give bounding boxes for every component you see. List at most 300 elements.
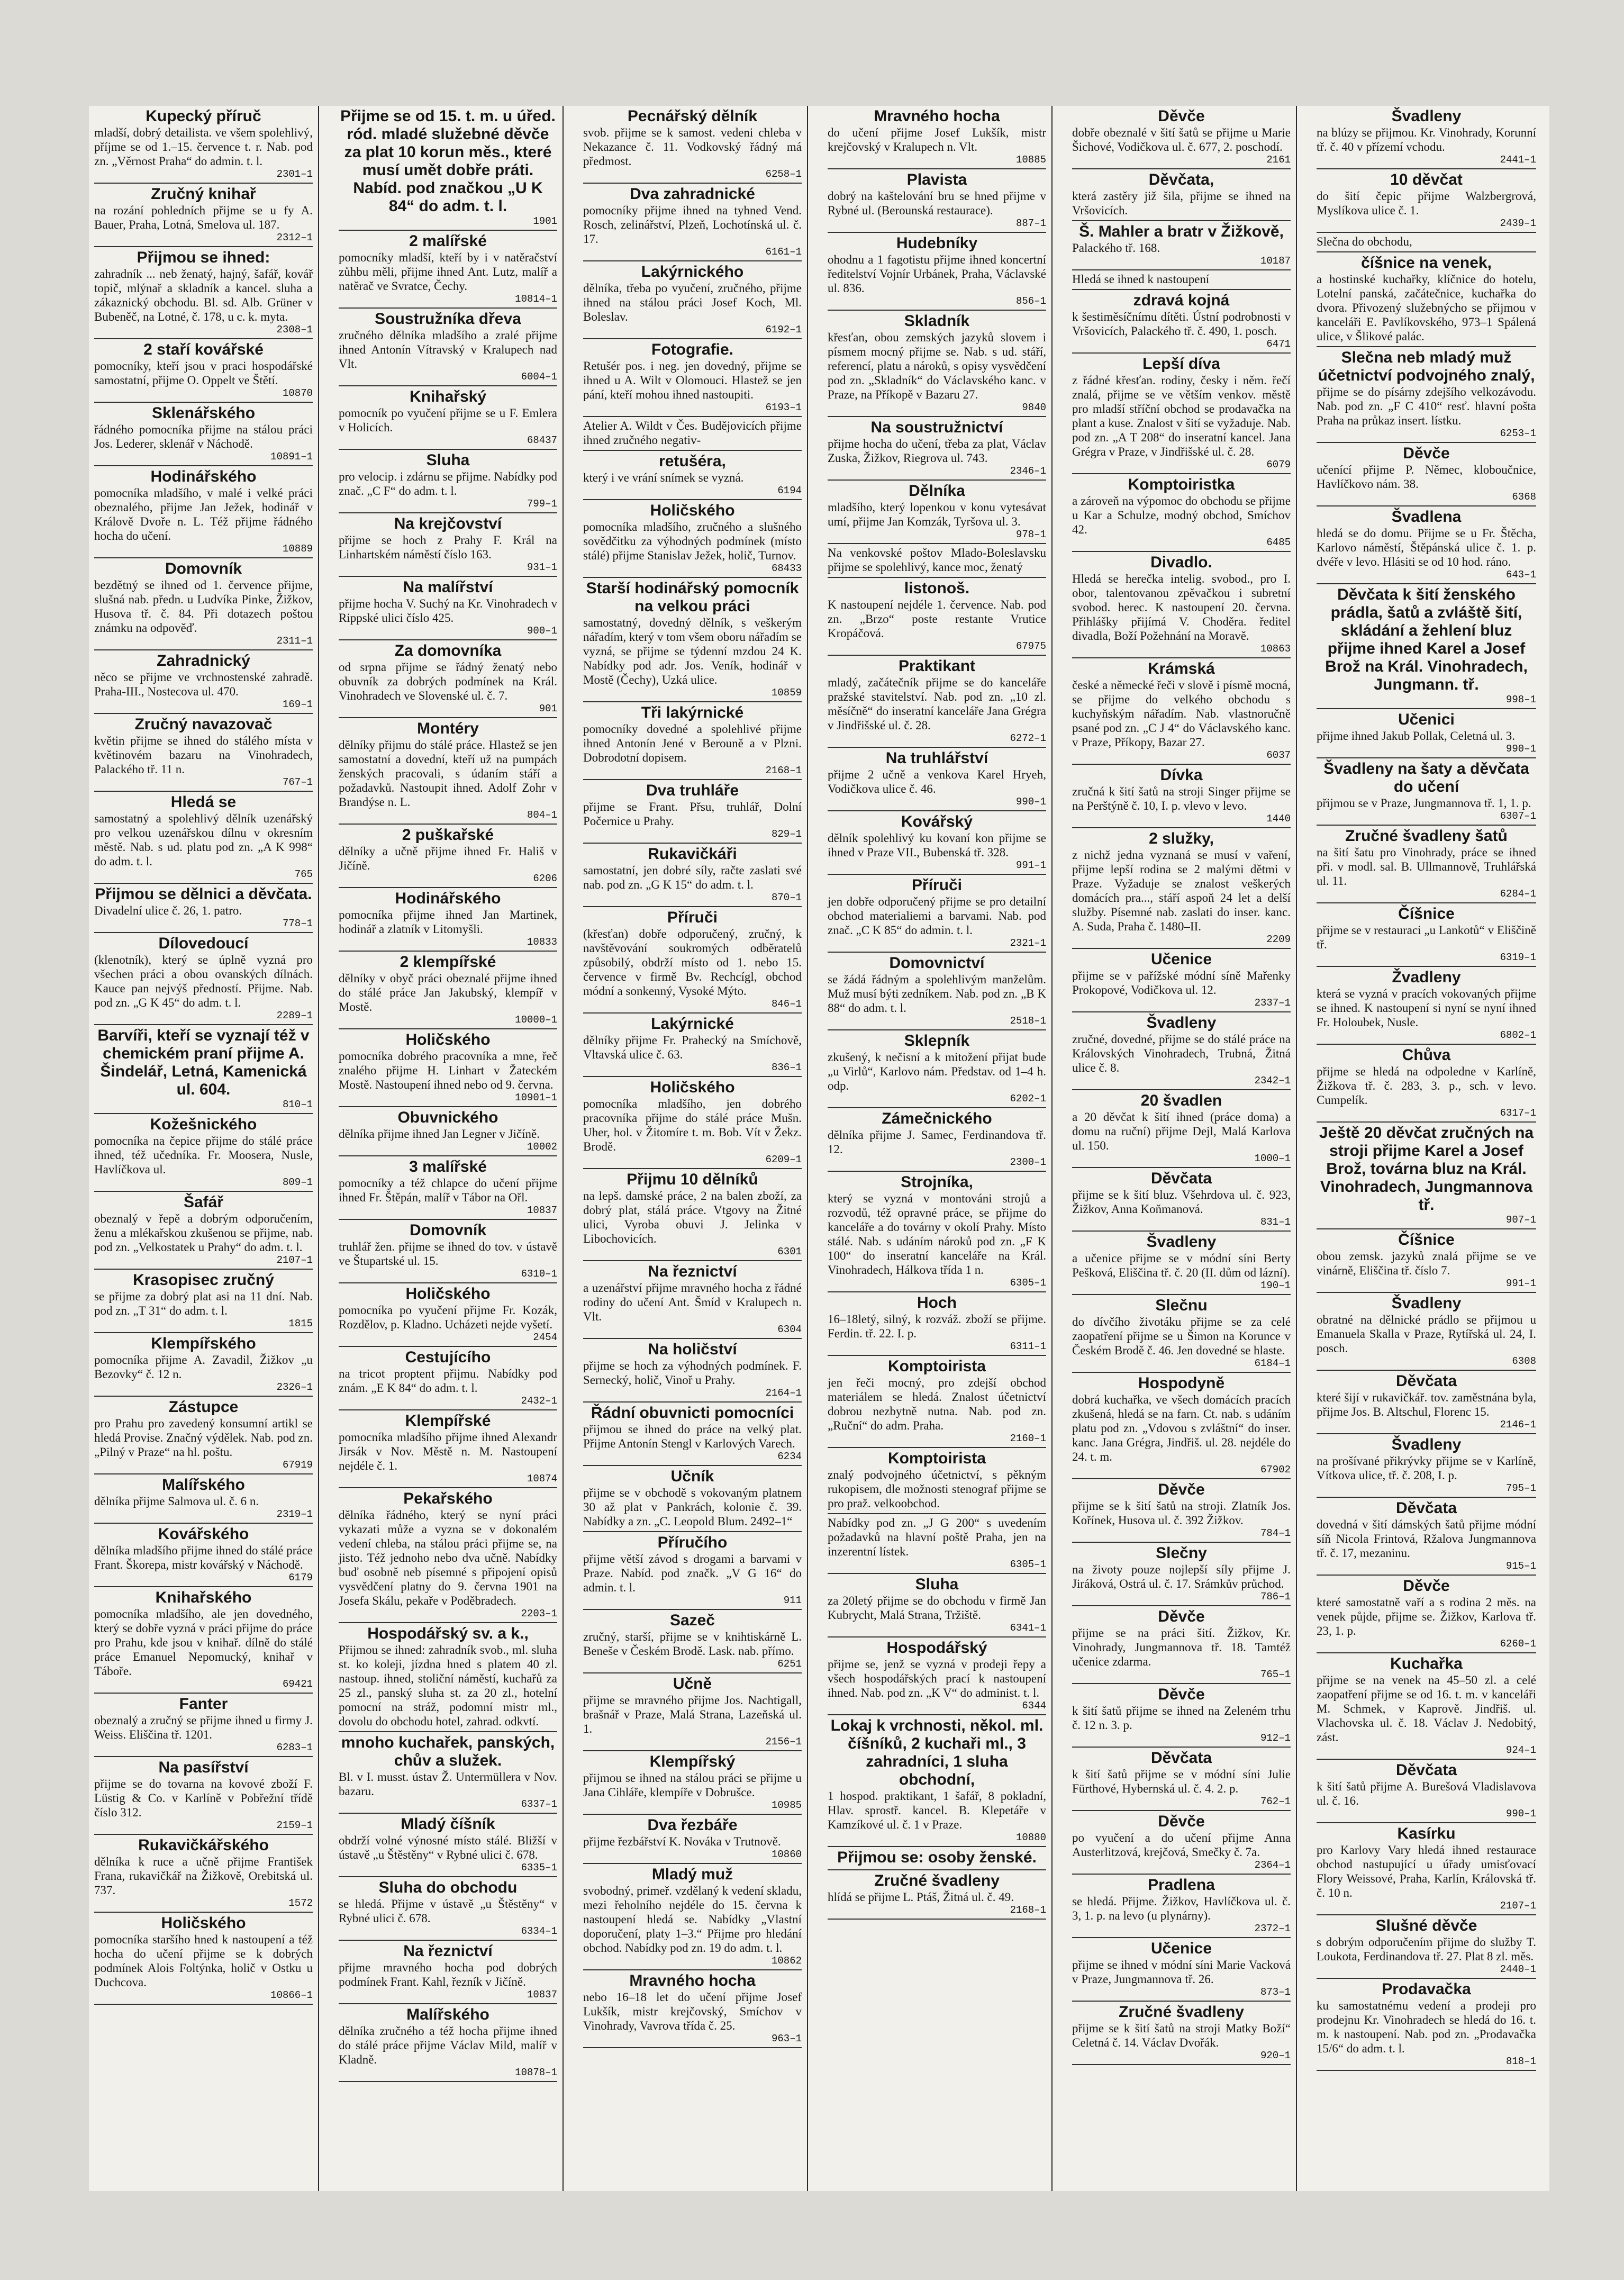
ad-heading: Starší hodinářský pomocník na velkou práci	[586, 580, 799, 615]
ad-reference-number: 846–1	[771, 998, 802, 1010]
ad-text: se hledá. Přijme v ústavě „u Štěstěny“ v Rybné ulici č. 678.	[339, 1897, 557, 1925]
ad-reference-number: 6308	[1512, 1355, 1536, 1367]
ad-text: Bl. v I. musst. ústav Ž. Untermüllera v Nov. bazaru.	[339, 1770, 557, 1798]
ad-heading: Děvče	[1403, 445, 1450, 462]
classified-ad	[1072, 658, 1291, 765]
ad-reference-number: 831–1	[1260, 1216, 1291, 1228]
classified-ad	[1317, 506, 1536, 584]
ad-text: a zároveň na výpomoc do obchodu se přijme u Kar a Schulze, modný obchod, Smíchov 42.	[1072, 494, 1291, 536]
ad-reference-number: 6305–1	[1010, 1277, 1046, 1289]
ad-reference-number: 2326–1	[276, 1381, 313, 1393]
ad-heading: Montéry	[417, 720, 479, 737]
classified-ad	[1317, 826, 1536, 903]
ad-heading: Dva truhláře	[646, 782, 739, 799]
ad-reference-number: 963–1	[771, 2033, 802, 2044]
classified-ad	[828, 578, 1046, 656]
ad-text: na prošívané přikrývky přijme se v Karlíně, Vítkova ulice, tř. č. 208, I. p.	[1317, 1454, 1536, 1482]
ad-text: k šití šatů přijme A. Burešová Vladislavova ul. č. 16.	[1317, 1780, 1536, 1807]
ad-text: Přijmou se ihned: zahradník svob., ml. sluha st. ko koleji, jízdna hned s platem 40 zl. nastoup. ihned, stoliční náměstí, kuchařů za 25 zl., panský sluha st. za 20 zl., hotelní pomocní na stráž, podomní mistr ml., dovolu do obchodu hotel, zahrad. odkvtí.	[339, 1643, 557, 1728]
ad-heading: Děvčata	[1395, 1761, 1457, 1779]
classified-ad	[94, 1192, 313, 1270]
ad-reference-number: 2301–1	[276, 168, 313, 180]
ad-reference-number: 68437	[527, 435, 557, 446]
ad-heading: Kovářský	[901, 813, 973, 830]
classified-ad	[94, 792, 313, 884]
ad-text: pro Karlovy Vary hledá ihned restaurace obchod nastupující u úřady umisťovací Flory Weissové, Praha, Karlín, Královská tř. č. 10 n.	[1317, 1843, 1536, 1899]
classified-ad	[828, 748, 1046, 811]
classified-ad	[339, 1410, 557, 1488]
ad-heading: listonoš.	[904, 580, 970, 597]
ad-text: svobodný, primeř. vzdělaný k vedení skladu, mezi řeholního nejdéle do 15. června k nastoupení hledá se. Nabídky „Vlastní doporučení, platy 1–3.“ Přijme pro hledání obchod. Nabídky pod zn. 19 do adm. t. l.	[583, 1884, 802, 1955]
ad-reference-number: 978–1	[1015, 529, 1046, 540]
classified-ad	[583, 1339, 802, 1403]
ad-reference-number: 778–1	[282, 918, 313, 929]
ad-heading: Mladý muž	[651, 1866, 733, 1883]
ad-reference-number: 6202–1	[1010, 1093, 1046, 1105]
ad-reference-number: 915–1	[1505, 1560, 1536, 1572]
ad-heading: Děvče	[1158, 1608, 1205, 1625]
ad-text: zručný, starší, přijme se v knihtiskárně L. Beneše v Českém Brodě. Lask. nab. přímo.	[583, 1630, 802, 1658]
classified-ad	[583, 702, 802, 780]
ad-heading: Kovářského	[158, 1525, 249, 1543]
classified-ad	[94, 1474, 313, 1524]
ad-text: dělníka, třeba po vyučení, zručného, přijme ihned na stálou práci Josef Koch, Ml. Boleslav.	[583, 282, 802, 323]
ad-reference-number: 870–1	[771, 892, 802, 903]
ad-text: s dobrým odporučením přijme do služby T. Loukota, Ferdinandova tř. 27. Plat 8 zl. měs.	[1317, 1935, 1536, 1963]
ad-heading: 2 puškařské	[402, 826, 494, 844]
ad-text: přijme hocha do učení, třeba za plat, Václav Zuska, Žižkov, Riegrova ul. 743.	[828, 437, 1046, 465]
ad-text: hledá se do domu. Přijme se u Fr. Štěcha, Karlovo náměstí, Štěpánská ulice č. 1. p. dvéře v levo. Hlásiti se od 10 hod. ráno.	[1317, 527, 1536, 568]
ad-reference-number: 911	[783, 1595, 802, 1606]
ad-reference-number: 2209	[1266, 934, 1291, 945]
ad-text: který i ve vrání snímek se vyzná.	[583, 471, 744, 484]
ad-text: který se vyzná v montováni strojů a rozvodů, též opravné práce, se přijme do kanceláře a do továrny v okolí Prahy. Místo stálé. Nab. s udáním nároků pod zn. „F K 100“ do inseratní kanceláře na Král. Vinohradech, Hálkova třída 1 n.	[828, 1192, 1046, 1277]
ad-heading: 2 klempířské	[400, 953, 496, 971]
ad-text: dovedná v šití dámských šatů přijme módní síň Nicola Frintová, Ržalova Jungmannova tř. č. 17, mezaninu.	[1317, 1518, 1536, 1560]
ad-text: přijme se hledá na odpoledne v Karlíně, Žižkova tř. č. 283, 3. p., sch. v levo. Cumpelík.	[1317, 1065, 1536, 1107]
ad-heading: Dívka	[1160, 766, 1203, 784]
ad-heading: Lakýrnické	[651, 1015, 734, 1033]
ad-reference-number: 10814–1	[515, 293, 557, 305]
classified-ad	[583, 1970, 802, 2048]
ad-text: samostatný, dovedný dělník, s veškerým nářadím, který v tom všem oboru nářadím se vyzná, se přijme se týdenní mzdou 24 K. Nabídky pod adr. Jos. Veník, hodinář v Mostě (Čechy), Uzká ulice.	[583, 616, 802, 686]
ad-heading: 10 děvčat	[1390, 171, 1463, 188]
ad-heading: Děvčata,	[1148, 171, 1214, 188]
ad-text: přijme 2 učně a venkova Karel Hryeh, Vodičkova ulice č. 46.	[828, 768, 1046, 795]
classified-ad	[339, 1029, 557, 1107]
classified-ad	[1317, 1653, 1536, 1760]
ad-heading: Švadlena	[1391, 508, 1462, 526]
ad-text: obeznalý v řepě a dobrým odporučením, ženu a mlékařskou zkušenou se přijme, nab. pod zn. „Velkostatek u Prahy“ do adm. t. l.	[94, 1212, 313, 1254]
ad-reference-number: 2454	[533, 1332, 557, 1343]
classified-ad	[583, 1014, 802, 1077]
ad-text: přijme ihned Jakub Pollak, Celetná ul. 3.	[1317, 729, 1515, 743]
ad-reference-number: 6307–1	[1500, 810, 1536, 822]
classified-ad	[1072, 1606, 1291, 1684]
classified-ad	[94, 339, 313, 403]
classified-ad	[94, 403, 313, 466]
ad-text: Na venkovské poštov Mlado-Boleslavsku přijme se spolehlivý, kance moc, ženatý	[828, 546, 1046, 574]
ad-text: Hledá se herečka intelig. svobod., pro I. obor, talentovanou zpěvačkou i subretní svobod. herec. K nastoupení 20. června. Přihlášky přijímá V. Choděra. ředitel divadla, Boží Požehnání na Moravě.	[1072, 572, 1291, 643]
ad-heading: Učenici	[1398, 711, 1455, 728]
ad-text: pomocníka přijme ihned Jan Martinek, hodinář a zlatník v Litomyšli.	[339, 908, 557, 936]
ad-reference-number: 10859	[771, 687, 802, 699]
ad-heading: Učně	[673, 1675, 712, 1693]
ad-reference-number: 799–1	[527, 498, 557, 510]
ad-heading: Ještě 20 děvčat zručných na stroji přijme Karel a Josef Brož, továrna bluz na Král. Vinohradech, Jungmannova tř.	[1319, 1124, 1534, 1214]
ad-heading: Děvče	[1403, 1577, 1450, 1595]
ad-reference-number: 6234	[777, 1451, 802, 1462]
ad-text: do učení přijme Josef Lukšík, mistr krejčovský v Kralupech n. Vlt.	[828, 126, 1046, 153]
ad-text: z řádné křesťan. rodiny, česky i něm. řečí znalá, přijme se ve větším venkov. městě pro mladší stříční obchod se prodavačka na plant a kuse. Znalost v šití se vyžaduje. Nab. pod zn. „A T 208“ do inseratní kancel. Jana Grégra v Praze, v Jindřišské ul. č. 28.	[1072, 374, 1291, 458]
ad-heading: Na pasířství	[158, 1759, 249, 1776]
classified-ad	[339, 1107, 557, 1156]
ad-heading: Na krejčovství	[394, 515, 502, 532]
ad-heading: Kasírku	[1397, 1825, 1456, 1842]
ad-heading: Dva řezbáře	[647, 1816, 738, 1834]
ad-text: přijme se na práci šití. Žižkov, Kr. Vinohrady, Jungmannova tř. 18. Tamtéž učenice zdarma.	[1072, 1626, 1291, 1668]
ad-heading: Praktikant	[898, 657, 976, 675]
ad-text: dobrá kuchařka, ve všech domácích pracích zkušená, hledá se na farn. Ct. nab. s udáním platu pod zn. „Vdovou s zvláštní“ do inser. kanc. Jana Grégra, Jindřiš. ul. 28. nejdéle do 24. t. m.	[1072, 1393, 1291, 1463]
classified-ad	[339, 386, 557, 450]
ad-text: pomocníka mladšího, zručného a slušného sovědčitku za výhodných podmínek (místo stálé) přijme Stanislav Ježek, holič, Turnov.	[583, 520, 802, 562]
ad-heading: Švadleny na šaty a děvčata do učení	[1323, 760, 1529, 795]
classified-ad	[828, 953, 1046, 1030]
newspaper-page	[89, 106, 1549, 2191]
ad-heading: Zámečnického	[882, 1110, 992, 1127]
ad-reference-number: 873–1	[1260, 1986, 1291, 1998]
ad-text: pomocníka staršího hned k nastoupení a též hocha do učení přijme se k dobrých podmínek Alois Foltýnka, holič v Ostku u Duchcova.	[94, 1933, 313, 1989]
ad-heading: Děvčata	[1150, 1170, 1212, 1187]
classified-ad	[1317, 443, 1536, 506]
classified-ad	[828, 417, 1046, 481]
ad-heading: Zručný knihař	[151, 185, 256, 203]
ad-text: dělníka k ruce a učně přijme František Frana, rukavičkář na Žižkově, Orebitská ul. 737.	[94, 1855, 313, 1897]
ad-heading: Hospodářský sv. a k.,	[367, 1625, 529, 1642]
ad-text: k šití šatů přijme se v módní síni Julie Fürthové, Hybernská ul. č. 4. 2. p.	[1072, 1768, 1291, 1795]
ad-text: pomocníka na čepice přijme do stálé práce ihned, též učedníka. Fr. Moosera, Nusle, Havlíčkova ul.	[94, 1134, 313, 1176]
classified-ad	[339, 1283, 557, 1347]
ad-reference-number: 6341–1	[1010, 1622, 1046, 1634]
classified-ad	[94, 1757, 313, 1835]
classified-ad	[1317, 1434, 1536, 1498]
ad-heading: 20 švadlen	[1140, 1092, 1222, 1109]
ad-heading: Žvadleny	[1392, 969, 1461, 986]
ad-heading: Lokaj k vrchnosti, někol. ml. číšníků, 2 kuchaři ml., 3 zahradníci, 1 sluha obchodní,	[830, 1717, 1044, 1788]
classified-ad	[828, 1448, 1046, 1514]
ad-text: truhlář žen. přijme se ihned do tov. v ústavě ve Štupartské ul. 15.	[339, 1240, 557, 1268]
ad-heading: Kuchařka	[1390, 1655, 1463, 1672]
classified-ad	[828, 1030, 1046, 1108]
ad-reference-number: 6193–1	[765, 402, 802, 413]
ad-text: přijme se k šití šatů na stroji. Zlatník Jos. Kořínek, Husova ul. č. 392 Žižkov.	[1072, 1499, 1291, 1527]
ad-text: do dívčího životáku přijme se za celé zaopatření přijme se u Šimon na Korunce v Českém Brodě č. 46. Jen dovedné se hlaste.	[1072, 1315, 1291, 1357]
classified-ad	[1072, 1811, 1291, 1875]
ad-reference-number: 6471	[1266, 338, 1291, 350]
ad-reference-number: 762–1	[1260, 1796, 1291, 1807]
ad-heading: Na řeznictví	[403, 1942, 493, 1960]
classified-ad	[339, 825, 557, 888]
ad-heading: Š. Mahler a bratr v Žižkově,	[1079, 223, 1284, 240]
ad-reference-number: 10860	[771, 1849, 802, 1860]
ad-text: mladší, dobrý detailista. ve všem spolehlivý, příjme se od 1.–15. července t. r. Nab. pod zn. „Věrnost Praha“ do admin. t. l.	[94, 126, 313, 168]
ad-heading: Dílovedoucí	[158, 935, 249, 952]
column-1	[89, 106, 319, 2191]
ad-reference-number: 6319–1	[1500, 952, 1536, 963]
ad-heading: Klempířského	[151, 1335, 256, 1352]
ad-heading: Fanter	[179, 1695, 228, 1713]
ad-text: pomocník po vyučení přijme se u F. Emlera v Holicích.	[339, 406, 557, 434]
classified-ad	[583, 500, 802, 578]
classified-ad	[1072, 290, 1291, 354]
ad-reference-number: 67902	[1260, 1464, 1291, 1476]
classified-ad	[339, 952, 557, 1029]
ad-text: pomocníky mladší, kteří by i v natěračství zůhbu měli, přijme ihned Ant. Lutz, malíř a natěrač ve Svratce, Čechy.	[339, 251, 557, 293]
ad-reference-number: 2518–1	[1010, 1015, 1046, 1027]
ad-text: pro velocip. i zdárnu se přijme. Nabídky pod znač. „C F“ do adm. t. l.	[339, 470, 557, 497]
ad-text: přijme se, jenž se vyzná v prodeji řepy a všech hospodářských prací k nastoupení ihned. Nab. pod zn. „K V“ do administ. t. l.	[828, 1658, 1046, 1699]
classified-ad	[1072, 1875, 1291, 1938]
classified-ad	[828, 1870, 1046, 1920]
ad-reference-number: 912–1	[1260, 1732, 1291, 1744]
classified-ad	[94, 1025, 313, 1114]
ad-reference-number: 6253–1	[1500, 428, 1536, 439]
ad-text: do šití čepic přijme Walzbergrová, Myslíkova ulice č. 1.	[1317, 189, 1536, 217]
classified-ad	[583, 1077, 802, 1169]
ad-heading: mnoho kuchařek, panských, chův a služek.	[341, 1734, 555, 1769]
classified-ad	[94, 1913, 313, 2005]
ad-text: z nichž jedna vyznaná se musí v vaření, přijme lepší rodina se 2 malými dětmi v Praze. Vyžaduje se znalost veškerých domácích pra..., stáří aspoň 24 let a delší služby. Písemné nab. zaslati do inser. kanc. A. Suda, Praha č. 1480–II.	[1072, 848, 1291, 933]
classified-ad	[94, 558, 313, 650]
classified-ad	[583, 1815, 802, 1864]
ad-reference-number: 998–1	[1505, 694, 1536, 705]
ad-reference-number: 6037	[1266, 749, 1291, 761]
ad-heading: Na malířství	[403, 578, 493, 596]
ad-heading: Zahradnický	[157, 652, 250, 669]
ad-reference-number: 6284–1	[1500, 888, 1536, 900]
ad-heading: Děvčata k šití ženského prádla, šatů a zvláště šití, skládání a žehlení bluz přijme ihned Karel a Josef Brož na Král. Vinohradech, Jungmann. tř.	[1325, 586, 1528, 693]
ad-text: pomocníka mladšího, v malé i velké práci obeznalého, přijme Jan Ježek, hodinář v Králově Dvoře n. L. Též přijme řádného hocha do učení.	[94, 486, 313, 542]
classified-ad	[1317, 233, 1536, 252]
ad-text: na rozání pohledních přijme se u fy A. Bauer, Praha, Lotná, Smelova ul. 187.	[94, 204, 313, 231]
ad-text: obdrží volné výnosné místo stálé. Bližší v ústavě „u Štěstěny“ v Rybné ulici č. 678.	[339, 1834, 557, 1861]
classified-ad	[1317, 252, 1536, 347]
ad-heading: 2 staří kovářské	[143, 341, 264, 358]
ad-text: přijme se mravného přijme Jos. Nachtigall, brašnář v Praze, Malá Strana, Lazeňská ul. 1.	[583, 1694, 802, 1735]
ad-reference-number: 6194	[777, 485, 802, 496]
classified-ad	[94, 650, 313, 714]
ad-text: se žádá řádným a spolehlivým manželům. Muž musí býti zedníkem. Nab. pod zn. „B K 88“ do adm. t. l.	[828, 973, 1046, 1015]
ad-text: dělníky a učně přijme ihned Fr. Hališ v Jičíně.	[339, 845, 557, 872]
ad-reference-number: 6179	[288, 1572, 313, 1584]
ad-heading: Klempířský	[649, 1753, 736, 1770]
ad-text: pomocníky dovedné a spolehlivé přijme ihned Antonín Jené v Berouně a v Plzni. Dobrodotní dopisem.	[583, 722, 802, 764]
classified-ad	[828, 1847, 1046, 1870]
ad-text: nebo 16–18 let do učení přijme Josef Lukšík, mistr krejčovský, Smíchov v Vinohrady, Vavrova třída č. 25.	[583, 1991, 802, 2032]
ad-reference-number: 2203–1	[521, 1608, 557, 1619]
classified-ad	[339, 1347, 557, 1410]
ad-heading: Holičského	[650, 502, 735, 519]
ad-reference-number: 2321–1	[1010, 937, 1046, 949]
ad-reference-number: 67975	[1015, 640, 1046, 652]
ad-reference-number: 68433	[771, 563, 802, 574]
ad-heading: Rukavičkářského	[138, 1836, 269, 1854]
ad-heading: Děvče	[1158, 107, 1205, 125]
ad-text: zahradník ... neb ženatý, hajný, šafář, kovář topič, mlýnař a skladník a kancel. sluha a zákaznický obchodu. Bl. sd. Alb. Grüner v Bubeněč, na Lotné, č. 178, u c. k. myta.	[94, 267, 313, 323]
ad-text: přijme se hoch za výhodných podmínek. F. Sernecký, holič, Vinoř u Prahy.	[583, 1359, 802, 1387]
classified-ad	[94, 1333, 313, 1397]
ad-reference-number: 6310–1	[521, 1268, 557, 1280]
ad-reference-number: 6260–1	[1500, 1638, 1536, 1650]
ad-heading: Děvčata	[1395, 1499, 1457, 1517]
ad-text: na šití šatu pro Vinohrady, práce se ihned při. v modl. sal. B. Ullmannově, Truhlářská ul. 11.	[1317, 846, 1536, 888]
classified-ad	[1317, 1371, 1536, 1434]
classified-ad	[1072, 1938, 1291, 2002]
classified-ad	[1317, 1045, 1536, 1123]
ad-text: české a německé řeči v slově i písmě mocná, se přijme do velkého obchodu s kuchyňským nářadím. Nab. vlastnoručně psané pod zn. „C J 4“ do Václavského kanc. v Praze, Příkopy, Bazar 27.	[1072, 678, 1291, 749]
classified-ad	[828, 1108, 1046, 1172]
ad-text: se přijme za dobrý plat asi na 11 dní. Nab. pod zn. „T 31“ do adm. t. l.	[94, 1290, 313, 1317]
ad-reference-number: 10837	[527, 1205, 557, 1216]
ad-reference-number: 6251	[777, 1658, 802, 1670]
classified-ad	[339, 1732, 557, 1814]
classified-ad	[94, 184, 313, 247]
ad-reference-number: 2107–1	[1500, 1900, 1536, 1912]
ad-text: za 20letý přijme se do obchodu v firmě Jan Kubrycht, Malá Strana, Tržiště.	[828, 1594, 1046, 1622]
ad-heading: Sklepník	[904, 1032, 970, 1049]
ad-text: přijme se do tovarna na kovové zboží F. Lüstig & Co. v Karlíně v Pobřežní třídě číslo 312.	[94, 1777, 313, 1819]
classified-ad	[583, 339, 802, 417]
classified-ad	[1317, 1229, 1536, 1293]
classified-ad	[828, 311, 1046, 417]
ad-text: přijme se k šití šatů na stroji Matky Boží“ Celetná č. 14. Václav Dvořák.	[1072, 2022, 1291, 2049]
ad-text: bezdětný se ihned od 1. července přijme, slušná nab. předn. u Ludvíka Pinke, Žižkov, Husova tř. č. 84. Při dotazech poštou známku na odpověď.	[94, 578, 313, 635]
classified-ad	[583, 261, 802, 339]
classified-ad	[94, 933, 313, 1025]
ad-reference-number: 990–1	[1505, 1808, 1536, 1820]
ad-heading: 3 malířské	[409, 1158, 487, 1175]
ad-reference-number: 6344	[1022, 1700, 1046, 1712]
ad-reference-number: 10833	[527, 936, 557, 948]
ad-heading: Číšnice	[1398, 905, 1455, 922]
ad-reference-number: 1440	[1266, 813, 1291, 825]
ad-heading: Mravného hocha	[629, 1972, 756, 1989]
ad-heading: Švadleny	[1391, 1436, 1462, 1453]
ad-reference-number: 10862	[771, 1955, 802, 1967]
ad-text: přijme řezbářství K. Nováka v Trutnově.	[583, 1835, 781, 1848]
ad-heading: Přijmou se ihned:	[137, 249, 270, 266]
ad-heading: Krámská	[1148, 660, 1215, 677]
ad-heading: Kožešnického	[150, 1116, 257, 1133]
ad-reference-number: 10885	[1015, 154, 1046, 166]
ad-text: jen dobře odporučený přijme se pro detailní obchod materialiemi a barvami. Nab. pod znač. „C K 85“ do admin. t. l.	[828, 895, 1046, 937]
classified-ad	[94, 1587, 313, 1694]
ad-text: pomocníky a též chlapce do učení přijme ihned Fr. Štěpán, malíř v Tábor na Ořl.	[339, 1177, 557, 1204]
ad-heading: Tři lakýrnické	[641, 704, 744, 721]
ad-text: přijme se do písárny zdejšího velkozávodu. Nab. pod zn. „F C 410“ resť. hlavní pošta Praha na průkaz insert. lístku.	[1317, 385, 1536, 427]
ad-text: od srpna přijme se řádný ženatý nebo obuvník za dobrých podmínek na Král. Vinohradech ve Slovenské ul. č. 7.	[339, 661, 557, 702]
ad-reference-number: 6802–1	[1500, 1029, 1536, 1041]
ad-text: pomocníky přijme ihned na tyhned Vend. Rosch, zelinářství, Plzeň, Lochotínská ul. č. 17.	[583, 204, 802, 246]
classified-ad	[583, 780, 802, 844]
classified-ad	[828, 1292, 1046, 1356]
classified-ad	[1072, 221, 1291, 270]
ad-text: k šití šatů přijme se ihned na Zeleném trhu č. 12 n. 3. p.	[1072, 1704, 1291, 1732]
classified-ad	[828, 811, 1046, 875]
ad-text: dělníka zručného a též hocha přijme ihned do stálé práce přijme Václav Mild, malíř v Kladně.	[339, 2024, 557, 2066]
classified-ad	[828, 875, 1046, 953]
ad-text: a 20 děvčat k šití ihned (práce doma) a domu na ruční) přijme Dejl, Malá Karlova ul. 150.	[1072, 1110, 1291, 1152]
classified-ad	[339, 1156, 557, 1220]
ad-text: pomocníka mladšího, ale jen dovedného, který se dobře vyzná v práci přijme do práce pro Prahu, kde jsou v knihař. dílně do stálé práce Emanuel Nepomucký, knihař v Táboře.	[94, 1607, 313, 1678]
ad-heading: Sluha	[915, 1576, 959, 1593]
classified-ad	[339, 1877, 557, 1941]
ad-heading: Sluha do obchodu	[378, 1879, 518, 1896]
ad-reference-number: 931–1	[527, 562, 557, 573]
classified-ad	[1072, 270, 1291, 290]
classified-ad	[1072, 1684, 1291, 1748]
ad-text: přijme se hoch z Prahy F. Král na Linhartském náměstí číslo 163.	[339, 533, 557, 561]
ad-reference-number: 67919	[282, 1459, 313, 1471]
ad-text: které šijí v rukavičkář. tov. zaměstnána byla, přijme Jos. B. Altschul, Florenc 15.	[1317, 1391, 1536, 1418]
ad-heading: Holičského	[405, 1285, 491, 1302]
ad-reference-number: 6184–1	[1254, 1358, 1291, 1369]
ad-heading: Dělníka	[909, 482, 965, 500]
ad-heading: Hospodářský	[886, 1639, 987, 1657]
ad-text: pomocníka mladšího, jen dobrého pracovníka přijme do stálé práce Mušn. Uher, hol. v Žitomíre t. m. Bob. Vít v Žekz. Brodě.	[583, 1097, 802, 1153]
ad-reference-number: 765	[294, 868, 313, 880]
ad-text: dobrý na kaštelování bru se hned přijme v Rybné ul. (Berounská restaurace).	[828, 189, 1046, 217]
ad-heading: Holičského	[650, 1079, 735, 1096]
ad-text: na životy pouze nojlepší síly přijme J. Jiráková, Ostrá ul. č. 17. Srámkův průchod.	[1072, 1563, 1291, 1590]
ad-text: K nastoupení nejdéle 1. července. Nab. pod zn. „Brzo“ poste restante Vrutice Kropáčová.	[828, 598, 1046, 640]
classified-ad	[1317, 967, 1536, 1045]
ad-text: a učenice přijme se v módní síni Berty Pešková, Eliščina tř. č. 20 (II. dům od lázní).	[1072, 1252, 1291, 1279]
classified-ad	[1072, 1748, 1291, 1811]
classified-ad	[94, 1397, 313, 1474]
classified-ad	[828, 1514, 1046, 1574]
ad-reference-number: 10889	[282, 543, 313, 555]
ad-heading: Slečnu	[1155, 1297, 1208, 1314]
ad-heading: Šafář	[183, 1193, 224, 1211]
classified-ad	[583, 578, 802, 702]
ad-heading: Slečny	[1156, 1544, 1207, 1562]
ad-heading: Přijmu 10 dělníků	[627, 1171, 758, 1188]
ad-heading: Rukavičkáři	[648, 845, 737, 863]
ad-text: přijmou se ihned do práce na velký plat. Přijme Antonín Stengl v Karlových Varech.	[583, 1423, 802, 1450]
ad-heading: Číšnice	[1398, 1231, 1455, 1248]
classified-ad	[1317, 1823, 1536, 1915]
ad-reference-number: 10002	[527, 1141, 557, 1153]
ad-heading: Kupecký příruč	[146, 107, 261, 125]
classified-ad	[1072, 2002, 1291, 2065]
classified-ad	[828, 544, 1046, 578]
classified-ad	[828, 1715, 1046, 1847]
ad-heading: Sluha	[426, 451, 470, 469]
ad-heading: Chůva	[1402, 1046, 1451, 1064]
classified-ad	[1317, 347, 1536, 443]
ad-heading: Učenice	[1150, 1940, 1212, 1957]
classified-ad	[339, 718, 557, 825]
ad-heading: Zručné švadleny šatů	[1345, 827, 1508, 845]
ad-reference-number: 6317–1	[1500, 1107, 1536, 1119]
ad-heading: Knihařský	[409, 388, 487, 405]
ad-heading: Švadleny	[1146, 1233, 1217, 1251]
ad-reference-number: 6305–1	[1010, 1559, 1046, 1570]
ad-text: 16–18letý, silný, k rozváž. zboží se přijme. Ferdin. tř. 22. I. p.	[828, 1313, 1046, 1340]
ad-reference-number: 10837	[527, 1989, 557, 2001]
ad-heading: Divadlo.	[1150, 554, 1212, 571]
